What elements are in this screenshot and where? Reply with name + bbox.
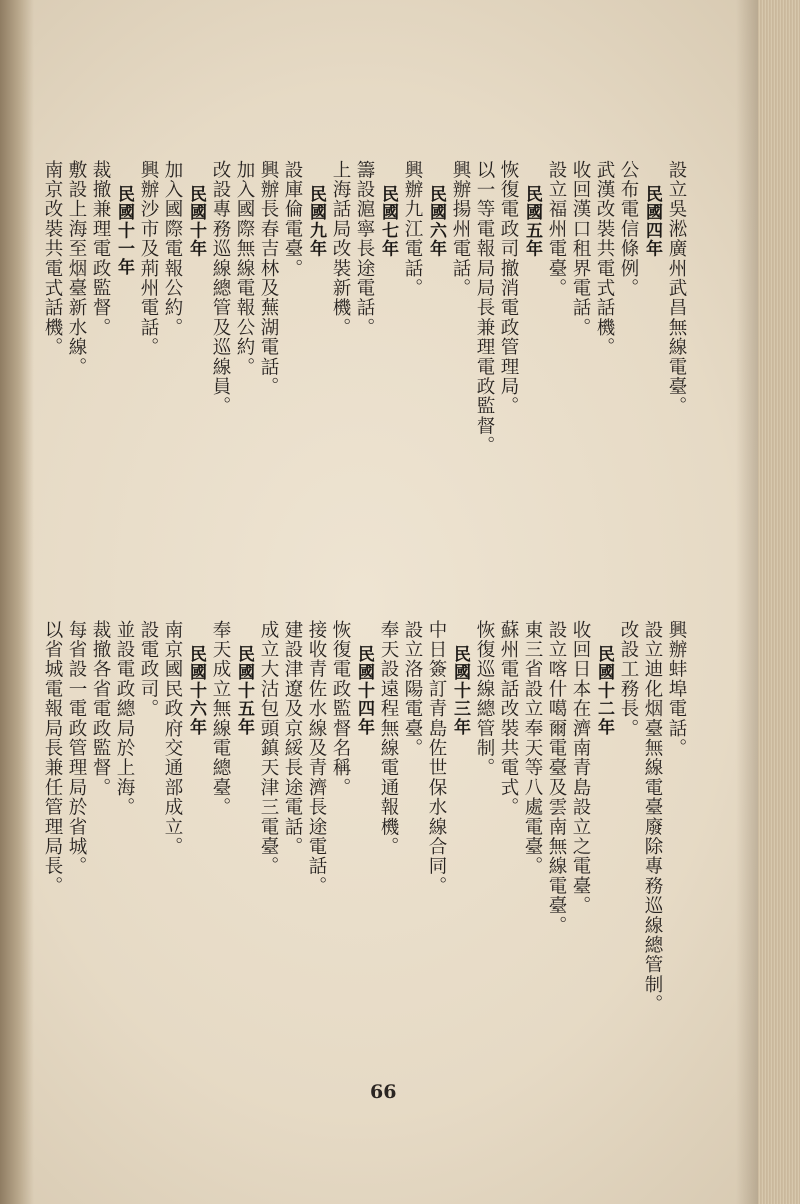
page-number: 66 [370, 1081, 397, 1103]
text-column: 加入國際電報公約。 [162, 160, 183, 338]
text-column: 成立大沽包頭鎮天津三電臺。 [258, 620, 279, 877]
text-column: 上海話局改裝新機。 [330, 160, 351, 338]
year-heading: 民國十二年 [594, 645, 614, 736]
text-column: 收回漢口租界電話。 [570, 160, 591, 338]
text-column: 設立福州電臺。 [546, 160, 567, 298]
text-column: 奉天成立無線電總臺。 [210, 620, 231, 817]
text-column: 設立洛陽電臺。 [402, 620, 423, 758]
text-column: 公布電信條例。 [618, 160, 639, 298]
text-column: 興辦蚌埠電話。 [666, 620, 687, 758]
text-column: 以省城電報局長兼任管理局長。 [42, 620, 63, 896]
text-column: 武漢改裝共電式話機。 [594, 160, 615, 357]
text-column: 裁撤兼理電政監督。 [90, 160, 111, 338]
year-heading: 民國十一年 [114, 185, 134, 276]
text-column: 東三省設立奉天等八處電臺。 [522, 620, 543, 877]
page-fore-edge [758, 0, 800, 1204]
text-column: 中日簽訂青島佐世保水線合同。 [426, 620, 447, 896]
year-heading: 民國五年 [522, 185, 542, 258]
text-column: 恢復電政監督名稱。 [330, 620, 351, 798]
text-column: 設庫倫電臺。 [282, 160, 303, 279]
text-column: 裁撤各省電政監督。 [90, 620, 111, 798]
year-heading: 民國十六年 [186, 645, 206, 736]
text-column: 改設工務長。 [618, 620, 639, 739]
text-column: 興辦長春吉林及蕪湖電話。 [258, 160, 279, 397]
text-column: 恢復電政司撤消電政管理局。 [498, 160, 519, 417]
year-heading: 民國七年 [378, 185, 398, 258]
text-column: 興辦九江電話。 [402, 160, 423, 298]
text-column: 設立吳淞廣州武昌無線電臺。 [666, 160, 687, 417]
year-heading: 民國四年 [642, 185, 662, 258]
text-column: 每省設一電政管理局於省城。 [66, 620, 87, 877]
text-column: 蘇州電話改裝共電式。 [498, 620, 519, 817]
text-column: 並設電政總局於上海。 [114, 620, 135, 817]
page-edge-shadow [736, 0, 758, 1204]
text-column: 設立喀什噶爾電臺及雲南無線電臺。 [546, 620, 567, 936]
text-column: 興辦揚州電話。 [450, 160, 471, 298]
text-column: 興辦沙市及荊州電話。 [138, 160, 159, 357]
text-column: 收回日本在濟南青島設立之電臺。 [570, 620, 591, 916]
text-column: 恢復巡線總管制。 [474, 620, 495, 778]
book-gutter-shadow [0, 0, 34, 1204]
text-column: 改設專務巡線總管及巡線員。 [210, 160, 231, 417]
text-column: 以一等電報局局長兼理電政監督。 [474, 160, 495, 456]
year-heading: 民國九年 [306, 185, 326, 258]
year-heading: 民國六年 [426, 185, 446, 258]
text-column: 加入國際無線電報公約。 [234, 160, 255, 377]
year-heading: 民國十四年 [354, 645, 374, 736]
text-column: 接收青佐水線及青濟長途電話。 [306, 620, 327, 896]
text-column: 籌設滬寧長途電話。 [354, 160, 375, 338]
text-column: 建設津遼及京綏長途電話。 [282, 620, 303, 857]
text-column: 南京改裝共電式話機。 [42, 160, 63, 357]
text-column: 南京國民政府交通部成立。 [162, 620, 183, 857]
text-column: 設電政司。 [138, 620, 159, 719]
year-heading: 民國十五年 [234, 645, 254, 736]
year-heading: 民國十年 [186, 185, 206, 258]
text-column: 奉天設遠程無線電通報機。 [378, 620, 399, 857]
text-column: 敷設上海至烟臺新水線。 [66, 160, 87, 377]
year-heading: 民國十三年 [450, 645, 470, 736]
text-column: 設立迪化烟臺無線電臺廢除專務巡線總管制。 [642, 620, 663, 1014]
